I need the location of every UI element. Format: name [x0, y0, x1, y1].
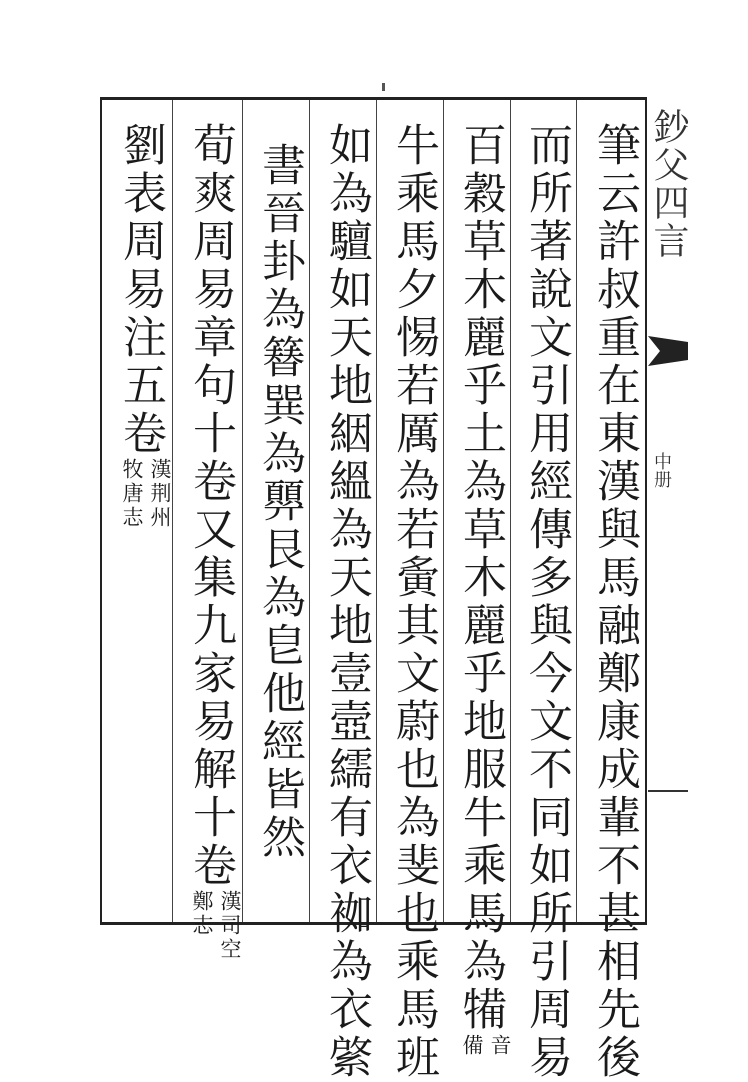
column-text: 荀爽周易章句十卷又集九家易解十卷: [185, 122, 236, 890]
column-rule: [242, 100, 243, 922]
banner-rule: [648, 790, 688, 792]
column-text: 書晉卦為簮巽為顨艮為皀他經皆然: [254, 142, 305, 862]
text-column-1: [582, 122, 646, 1082]
text-column-5: [314, 122, 378, 1082]
column-text: 劉表周易注五卷: [115, 122, 166, 458]
note-right: 漢司空: [218, 890, 242, 962]
column-text: 百穀草木麗乎土為草木麗乎地服牛乘馬為犕: [455, 122, 506, 1034]
text-column-4: [381, 122, 445, 1082]
inline-note: [460, 1034, 512, 1058]
note-left: 鄭志: [190, 890, 214, 938]
note-right: 漢荆州: [148, 458, 172, 530]
text-column-2: [514, 122, 578, 1082]
banner-title: 鈔父四言: [648, 108, 689, 260]
column-text: 而所著說文引用經傳多與今文不同如所引周易: [521, 122, 572, 1082]
text-column-6: [247, 142, 311, 932]
inline-note: [120, 458, 172, 530]
frame-mark: [382, 83, 385, 91]
column-rule: [172, 100, 173, 922]
text-column-7: [178, 122, 242, 962]
column-text: 如為驙如天地絪縕為天地壹壼繻有衣袽為衣綮: [321, 122, 372, 1082]
banner-subtitle: 中册: [651, 452, 672, 488]
note-left: 牧唐志: [120, 458, 144, 530]
column-text: 牛乘馬夕惕若厲為若夤其文蔚也為斐也乘馬班: [388, 122, 439, 1082]
column-text: 筆云許叔重在東漢與馬融鄭康成輩不甚相先後: [589, 122, 640, 1082]
text-column-8: [108, 122, 172, 912]
text-column-3: [448, 122, 512, 1058]
inline-note: [190, 890, 242, 962]
note-right: 音: [488, 1034, 512, 1058]
note-left: 備: [460, 1034, 484, 1058]
